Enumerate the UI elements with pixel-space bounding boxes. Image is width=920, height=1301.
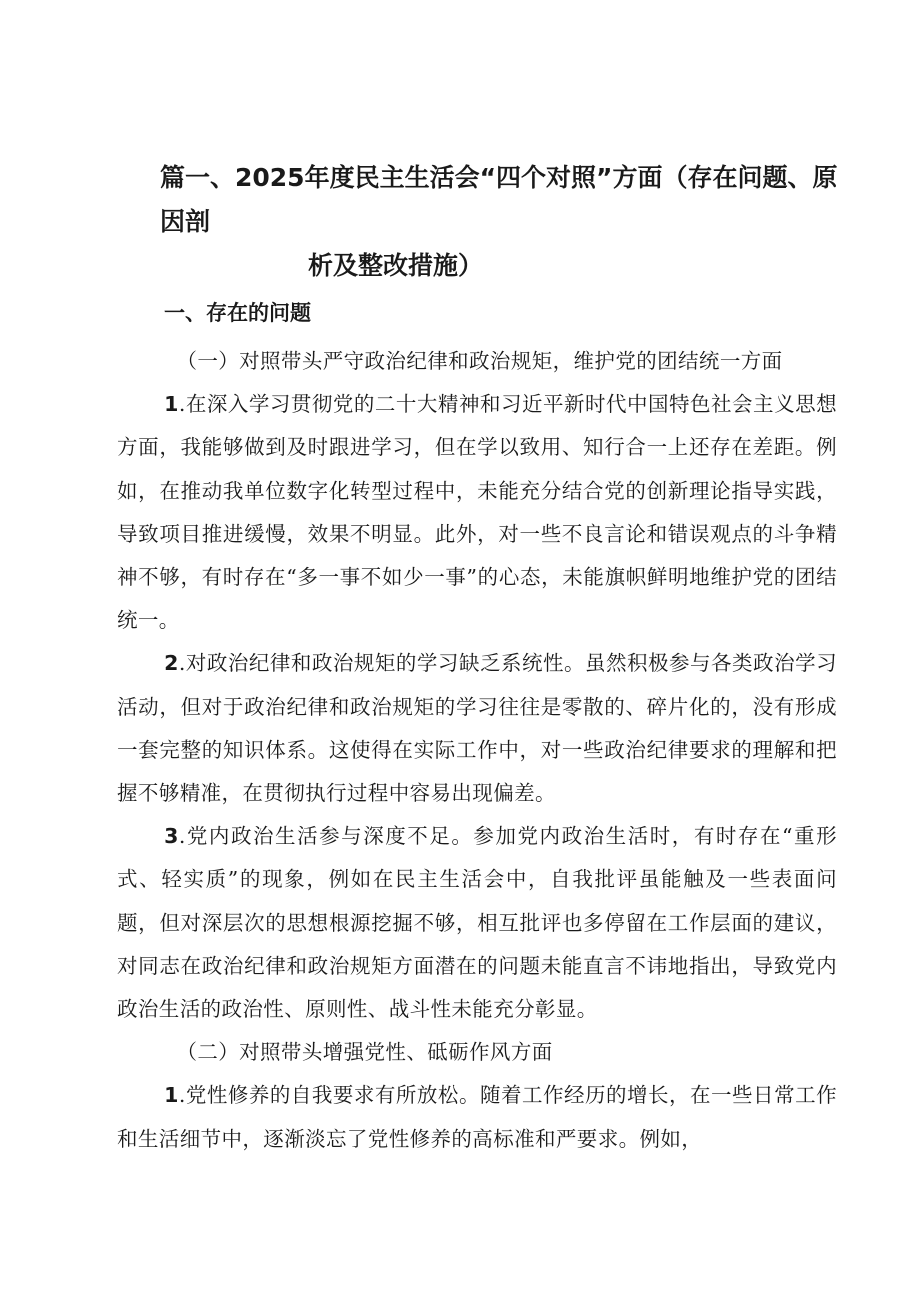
item-text: .在深入学习贯彻党的二十大精神和习近平新时代中国特色社会主义思想方面，我能够做到及时跟进学习，但在学以致用、知行合一上还存在差距。例如，在推动我单位数字化转型过程中，未能充分结合党的创新理论指导实践，导致项目推进缓慢，效果不明显。此外，对一些不良言论和错误观点的斗争精神不够，有时存在“多一事不如少一事”的心态，未能旗帜鲜明地维护党的团结统一。 <box>117 392 837 633</box>
document-title <box>160 156 850 288</box>
paragraph-item <box>117 1074 837 1160</box>
title-line-2: 析及整改措施） <box>308 251 484 280</box>
paragraph-item <box>117 383 837 642</box>
item-text: .党内政治生活参与深度不足。参加党内政治生活时，有时存在“重形式、轻实质”的现象，例如在民主生活会中，自我批评虽能触及一些表面问题，但对深层次的思想根源挖掘不够，相互批评也多停留在工作层面的建议，对同志在政治纪律和政治规矩方面潜在的问题未能直言不讳地指出，导致党内政治生活的政治性、原则性、战斗性未能充分彰显。 <box>117 824 837 1022</box>
item-number: 2 <box>164 651 179 676</box>
item-text: .党性修养的自我要求有所放松。随着工作经历的增长，在一些日常工作和生活细节中，逐渐淡忘了党性修养的高标准和严要求。例如， <box>117 1083 837 1151</box>
subsection-heading-2: （二）对照带头增强党性、砥砺作风方面 <box>176 1040 553 1065</box>
item-number: 1 <box>164 1083 179 1108</box>
paragraph-item <box>117 642 837 815</box>
title-line-1: 篇一、2025年度民主生活会“四个对照”方面（存在问题、原因剖 <box>160 163 838 236</box>
item-number: 3 <box>164 824 179 849</box>
document-body <box>117 340 837 1161</box>
subsection-heading-1: （一）对照带头严守政治纪律和政治规矩，维护党的团结统一方面 <box>176 349 783 373</box>
item-text: .对政治纪律和政治规矩的学习缺乏系统性。虽然积极参与各类政治学习活动，但对于政治纪律和政治规矩的学习往往是零散的、碎片化的，没有形成一套完整的知识体系。这使得在实际工作中，对一些政治纪律要求的理解和把握不够精准，在贯彻执行过程中容易出现偏差。 <box>117 651 837 806</box>
paragraph-item <box>117 815 837 1031</box>
section-heading-problems: 一、存在的问题 <box>164 301 311 325</box>
item-number: 1 <box>164 392 179 417</box>
